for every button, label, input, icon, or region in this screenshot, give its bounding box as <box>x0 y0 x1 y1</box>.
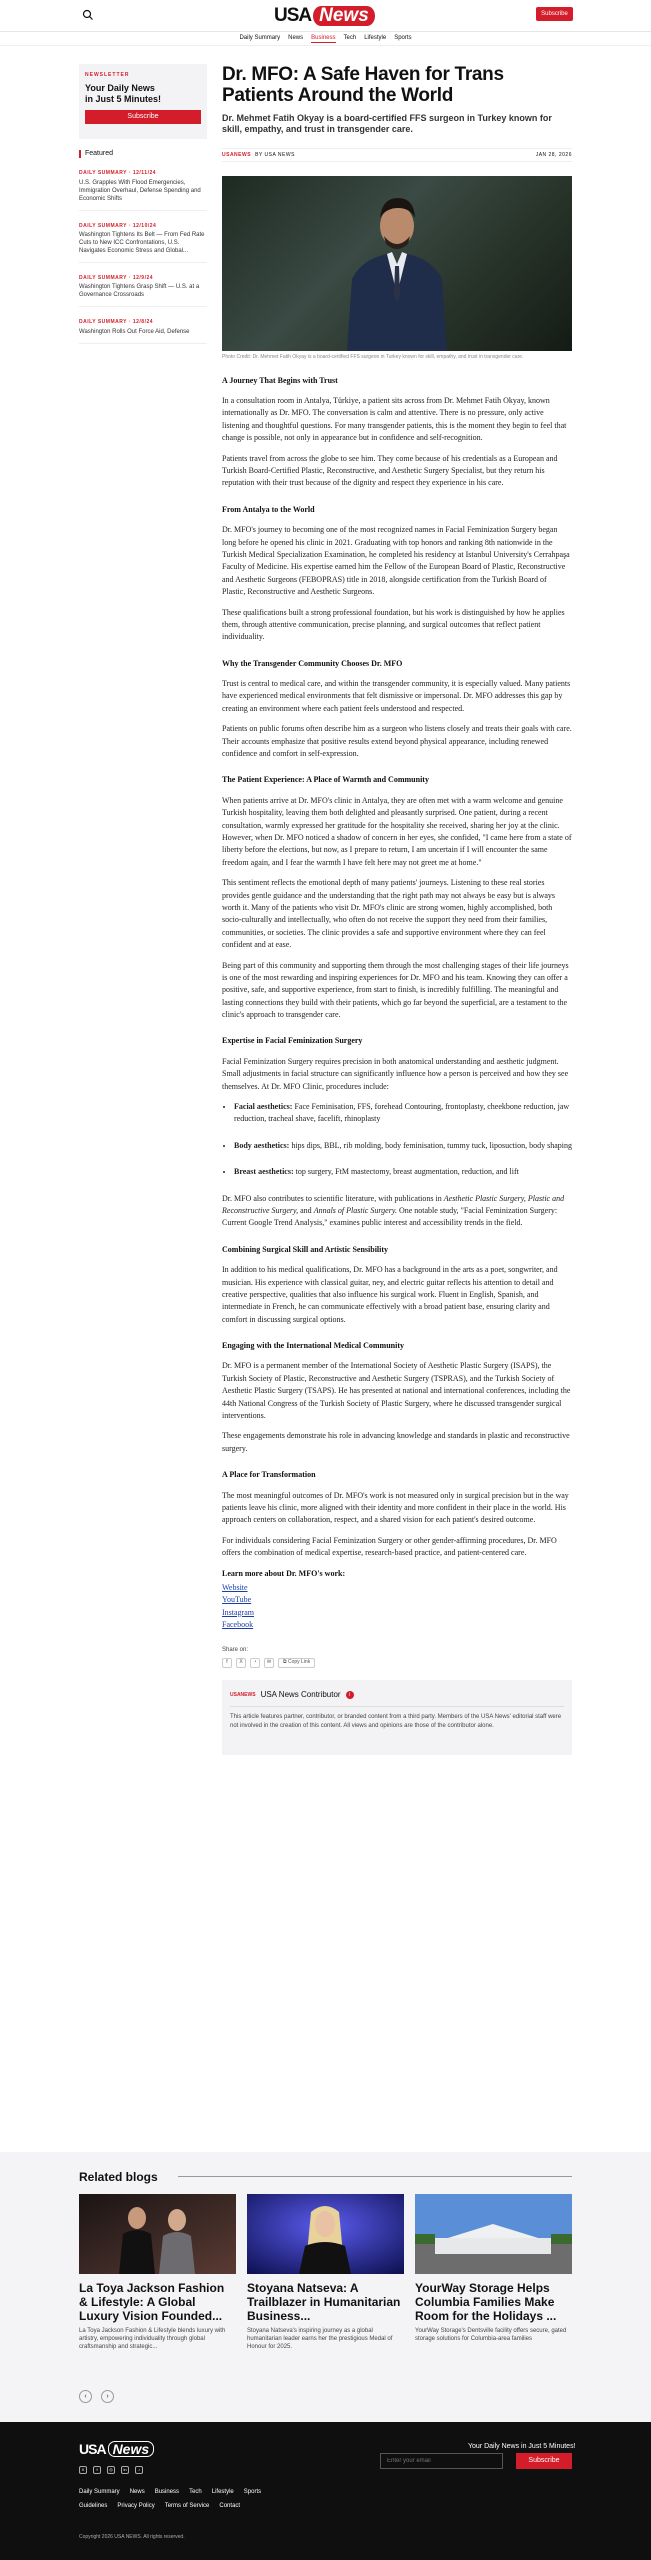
byline <box>222 148 572 162</box>
section-heading: Expertise in Facial Feminization Surgery <box>222 1036 363 1046</box>
text-run: Dr. MFO also contributes to scientific literature, with publications in <box>222 1193 444 1203</box>
contributor-logo: USANEWS <box>230 1691 256 1698</box>
footer-nav-item[interactable]: Tech <box>189 2489 202 2495</box>
journal-name: Aesthetic Plastic Surgery, Plastic and Reconstructive Surgery, <box>222 1193 565 1215</box>
whatsapp-share-icon[interactable]: ◔ <box>250 1658 260 1668</box>
footer <box>0 2422 651 2560</box>
subscribe-button[interactable]: Subscribe <box>536 7 573 21</box>
footer-legal-item[interactable]: Terms of Service <box>164 2503 210 2509</box>
list-item <box>234 1101 572 1126</box>
related-card-desc: Stoyana Natseva's inspiring journey as a global humanitarian leader earns her the prestigious Medal of Honour for 2025. <box>247 2327 393 2350</box>
paragraph: Trust is central to medical care, and within the transgender community, it is especially valued. Many patients have experienced medical environments that felt dismissive or impersonal. Dr. MFO addresses this gap by creating an environment where each patient feels understood and respected. <box>222 679 571 713</box>
byline-brand: USANEWS <box>222 151 252 158</box>
footer-logo[interactable] <box>79 2440 154 2459</box>
featured-item-title[interactable]: Washington Tightens Grasp Shift — U.S. at a Governance Crossroads <box>79 284 200 299</box>
paragraph: Dr. MFO is a permanent member of the International Society of Aesthetic Plastic Surgery (ISAPS), the Turkish Society of Plastic, Reconstructive and Aesthetic Surgery (TSPRAS), and the Turkish Society of Aesthetic Plastic Surgery (TSAPS). He has presented at national and international conferences, including the 44th National Congress of the Turkish Society of Plastic Surgery, where he discussed transgender surgical interventions. <box>222 1361 571 1421</box>
copy-link-label: Copy Link <box>287 1659 311 1666</box>
text-run: One notable study, "Facial Feminization Surgery: Current Google Trend Analysis," examines public interest and accessibility trends in the field. <box>222 1205 558 1228</box>
footer-subscribe-button[interactable]: Subscribe <box>516 2453 572 2469</box>
main-nav <box>0 32 651 46</box>
related-card-title[interactable]: YourWay Storage Helps Columbia Families Make Room for the Holidays ... <box>415 2281 557 2323</box>
related-card-title[interactable]: La Toya Jackson Fashion & Lifestyle: A Global Luxury Vision Founded... <box>79 2281 225 2323</box>
featured-item-title[interactable]: Washington Tightens Its Belt — From Fed Rate Cuts to New ICC Confrontations, U.S. Navigates Economic Stress and Global... <box>79 232 205 254</box>
related-title: Related blogs <box>79 2170 158 2184</box>
sidebar <box>79 64 207 344</box>
list-item-text: top surgery, FtM mastectomy, breast augmentation, reduction, and lift <box>293 1167 519 1177</box>
facebook-share-icon[interactable]: f <box>222 1658 232 1668</box>
featured-text: Featured <box>85 150 114 157</box>
footer-nav-item[interactable]: Sports <box>243 2489 262 2495</box>
list-item-text: hips dips, BBL, rib molding, body feminisation, tummy tuck, liposuction, body shaping <box>289 1140 572 1150</box>
related-card-image <box>247 2194 404 2274</box>
featured-item[interactable] <box>79 223 207 263</box>
footer-legal-item[interactable]: Guidelines <box>79 2503 108 2509</box>
footer-nav-item[interactable]: Daily Summary <box>79 2489 120 2495</box>
footer-nav-item[interactable]: News <box>129 2489 145 2495</box>
email-share-icon[interactable]: ✉ <box>264 1658 274 1668</box>
featured-item[interactable] <box>79 319 207 344</box>
contributor-name: USA News Contributor <box>260 1689 341 1699</box>
footer-logo-usa: USA <box>79 2441 106 2457</box>
x-icon[interactable]: X <box>79 2466 87 2474</box>
list-item <box>234 1166 572 1178</box>
related-card-image <box>415 2194 572 2274</box>
nav-tech[interactable]: Tech <box>343 35 357 42</box>
featured-item-meta: DAILY SUMMARY · 12/8/24 <box>79 319 154 326</box>
featured-item-meta: DAILY SUMMARY · 12/9/24 <box>79 274 154 281</box>
newsletter-subscribe-button[interactable]: Subscribe <box>85 110 201 124</box>
section-heading: Combining Surgical Skill and Artistic Sensibility <box>222 1244 389 1254</box>
featured-item-meta: DAILY SUMMARY · 12/11/24 <box>79 170 157 177</box>
info-icon[interactable]: i <box>346 1691 354 1699</box>
featured-label <box>79 149 207 158</box>
section-heading: Engaging with the International Medical Community <box>222 1341 405 1351</box>
social-links <box>79 2466 143 2474</box>
related-blogs <box>0 2152 651 2422</box>
copyright: Copyright 2026 USA NEWS. All rights reserved. <box>79 2534 185 2540</box>
paragraph: In a consultation room in Antalya, Türkiye, a patient sits across from Dr. Mehmet Fatih Okyay, known internationally as Dr. MFO. The conversation is calm and attentive. There is no pressure, only active listening and thoughtful questions. For many transgender patients, this is the moment they begin to feel that change is possible, not only in appearance but in confidence and self-recognition. <box>222 396 567 443</box>
paragraph: The most meaningful outcomes of Dr. MFO's work is not measured only in surgical precision but in the way patients leave his clinic, more aligned with their identity and more confident in their place in the world. His approach centers on collaboration, respect, and a shared vision for each patient's desired outcome. <box>222 1490 569 1525</box>
featured-item[interactable] <box>79 275 207 307</box>
section-heading: A Journey That Begins with Trust <box>222 375 338 385</box>
list-item-label: Body aesthetics: <box>234 1140 290 1150</box>
facebook-icon[interactable]: f <box>93 2466 101 2474</box>
nav-business[interactable]: Business <box>311 34 335 43</box>
portrait-image <box>342 184 452 351</box>
newsletter-box <box>79 64 207 139</box>
related-card-image <box>79 2194 236 2274</box>
search-icon[interactable] <box>82 9 94 21</box>
footer-nav-item[interactable]: Business <box>154 2489 180 2495</box>
contributor-box <box>222 1680 572 1755</box>
newsletter-tag: NEWSLETTER <box>85 72 130 78</box>
article-title: Dr. MFO: A Safe Haven for Trans Patients Around the World <box>222 64 504 107</box>
newsletter-heading-line-1: Your Daily News <box>85 82 155 93</box>
text-run: and <box>298 1205 314 1215</box>
nav-lifestyle[interactable]: Lifestyle <box>364 35 387 42</box>
list-item-label: Facial aesthetics: <box>234 1102 293 1112</box>
featured-marker <box>79 150 81 158</box>
next-button[interactable]: › <box>101 2390 114 2403</box>
nav-news[interactable]: News <box>288 35 304 42</box>
footer-legal-item[interactable]: Contact <box>219 2503 241 2509</box>
paragraph: Patients on public forums often describe him as a surgeon who listens closely and treats their goals with care. Their accounts emphasize that positive results extend beyond physical appearance, including renewed confidence and comfort in self-expression. <box>222 724 572 759</box>
logo-news-text: News <box>313 6 375 26</box>
section-heading: A Place for Transformation <box>222 1470 316 1480</box>
website-link[interactable]: Website <box>222 1582 248 1592</box>
section-heading: From Antalya to the World <box>222 504 315 514</box>
related-card[interactable] <box>247 2194 404 2351</box>
footer-nav <box>79 2488 261 2496</box>
list-item <box>234 1140 572 1152</box>
link-icon: ⧉ <box>283 1659 288 1666</box>
section-heading: The Patient Experience: A Place of Warmth and Community <box>222 775 429 785</box>
paragraph: These qualifications built a strong professional foundation, but his work is distinguished by how he applies them, through attentive communication, precise planning, and surgical outcomes that reflect patient individuality. <box>222 607 565 642</box>
article-dek: Dr. Mehmet Fatih Okyay is a board-certified FFS surgeon in Turkey known for skill, empathy, and trust in transgender care. <box>222 112 552 135</box>
newsletter-heading <box>85 83 201 105</box>
nav-daily-summary[interactable]: Daily Summary <box>239 35 281 42</box>
footer-legal-nav <box>79 2502 240 2510</box>
paragraph: In addition to his medical qualifications, Dr. MFO has a background in the arts as a poet, songwriter, and musician. His experience with classical guitar, ney, and electric guitar reflects his attention to detail and creative perspective, qualities that also influence his surgical work. Fluent in English, Spanish, and intermediate in French, he can communicate effectively with a broad patient base, ensuring clarity and comfort in discussing surgical options. <box>222 1265 558 1324</box>
related-card-desc: YourWay Storage's Dentsville facility offers secure, gated storage solutions for Columbia-area families <box>415 2327 567 2342</box>
footer-legal-item[interactable]: Privacy Policy <box>117 2503 155 2509</box>
site-logo[interactable] <box>274 5 375 27</box>
share-section <box>222 1646 572 1668</box>
logo-usa-text: USA <box>274 5 312 27</box>
paragraph: Patients travel from across the globe to see him. They come because of his credentials as a European and Turkish Board-Certified Plastic, Reconstructive, and Aesthetic Surgery Specialist, but they return his reputation with their trust because of the dignity and respect they experience in his care. <box>222 453 558 488</box>
article-date: JAN 28, 2026 <box>535 151 572 158</box>
byline-author[interactable]: BY USA NEWS <box>255 151 295 158</box>
paragraph: Dr. MFO's journey to becoming one of the most recognized names in Facial Feminization Surgery began long before he opened his clinic in 2021. Graduating with top honors and ranking 8th nationwide in the Turkish Medical Specialization Examination, he completed his residency at Istanbul University's Cerrahpaşa Faculty of Medicine. His expertise earned him the Fellow of the European Board of Plastic, Reconstructive and Aesthetic Surgeons (FEBOPRAS) title in 2018, alongside certification from the Turkish Board of Plastic, Reconstructive and Aesthetic Surgeons. <box>222 525 570 597</box>
paragraph: Being part of this community and supporting them through the most challenging stages of their life journeys is one of the most rewarding and inspiring experiences for Dr. MFO and his team. Knowing they can offer a positive, safe, and supportive experience, from start to finish, is incredibly fulfilling. The meaningful and lasting connections they build with their patients, which go far beyond the superficial, are a testament to the clinic's approach to transgender care. <box>222 960 569 1020</box>
article <box>222 64 572 1755</box>
related-divider <box>178 2176 572 2177</box>
list-item-label: Breast aesthetics: <box>234 1167 294 1177</box>
nav-sports[interactable]: Sports <box>394 35 412 42</box>
article-body <box>222 375 572 1632</box>
share-label: Share on: <box>222 1646 249 1653</box>
paragraph: Facial Feminization Surgery requires precision in both anatomical understanding and aesthetic judgment. Small adjustments in facial structure can significantly influence how a person is perceived and how they see themselves. At Dr. MFO Clinic, procedures include: <box>222 1056 569 1091</box>
email-input[interactable] <box>380 2453 503 2469</box>
featured-item[interactable] <box>79 170 207 210</box>
copy-link-button[interactable] <box>278 1658 315 1668</box>
related-card[interactable] <box>79 2194 236 2351</box>
footer-nav-item[interactable]: Lifestyle <box>211 2489 234 2495</box>
linkedin-icon[interactable]: in <box>121 2466 129 2474</box>
paragraph: These engagements demonstrate his role in advancing knowledge and standards in plastic and reconstructive surgery. <box>222 1431 570 1453</box>
paragraph: For individuals considering Facial Feminization Surgery or other gender-affirming procedures, Dr. MFO offers the combination of medical expertise, research-based practice, and patient-centered care. <box>222 1535 557 1558</box>
contributor-disclaimer: This article features partner, contributor, or branded content from a third party. Members of the USA News' editorial staff were not involved in the creation of this content. All views and opinions are those of the contributor alone. <box>230 1714 562 1729</box>
instagram-icon[interactable]: ◎ <box>107 2466 115 2474</box>
top-bar <box>0 0 651 32</box>
related-card-title[interactable]: Stoyana Natseva: A Trailblazer in Humanitarian Business... <box>247 2281 401 2323</box>
learn-more-links <box>222 1582 572 1632</box>
list-item-text: Face Feminisation, FFS, forehead Contouring, frontoplasty, cheekbone reduction, jaw reduction, tracheal shave, facelift, rhinoplasty <box>234 1102 570 1124</box>
procedures-list <box>234 1101 572 1179</box>
featured-item-title[interactable]: U.S. Grapples With Flood Emergencies, Immigration Overhaul, Defense Spending and Economic Shifts <box>79 180 201 202</box>
facebook-link[interactable]: Facebook <box>222 1620 254 1630</box>
journal-name: Annals of Plastic Surgery. <box>313 1205 397 1215</box>
featured-item-meta: DAILY SUMMARY · 12/10/24 <box>79 222 157 229</box>
related-card[interactable] <box>415 2194 572 2343</box>
featured-item-title[interactable]: Washington Rolls Out Force Aid, Defense <box>79 328 190 335</box>
instagram-link[interactable]: Instagram <box>222 1607 254 1617</box>
paragraph <box>222 1193 572 1230</box>
x-share-icon[interactable]: X <box>236 1658 246 1668</box>
paragraph: When patients arrive at Dr. MFO's clinic in Antalya, they are often met with a warm welcome and genuine Turkish hospitality, leaving them both delighted and pleasantly surprised. One patient, during a recent consultation, warmly expressed her gratitude for the hospitality she received, sharing her joy at the clinic. However, when Dr. MFO noticed a shadow of concern in her eyes, she confided, "I came here from a state of liberty before the elections, but now, as I prepare to return, I am uncertain if I will encounter the same freedom again, and I fear the warmth I have felt here may not greet me at home." <box>222 795 572 867</box>
section-heading: Why the Transgender Community Chooses Dr. MFO <box>222 658 403 668</box>
hero-caption: Photo Credit: Dr. Mehmet Fatih Okyay is a board-certified FFS surgeon in Turkey known for skill, empathy, and trust in transgender care. <box>222 353 524 360</box>
paragraph: This sentiment reflects the emotional depth of many patients' journeys. Listening to these real stories provides gentle guidance and the understanding that the right path may not always be easy but is always worth it. Many of the patients who visit Dr. MFO's clinic are strong women, highly accomplished, both socio-culturally and intellectually, who often do not receive the support they need from their families, communities, or societies. The clinic provides a safe and supportive environment where they can feel confident and at ease. <box>222 878 556 950</box>
newsletter-heading-line-2: in Just 5 Minutes! <box>85 93 162 104</box>
youtube-link[interactable]: YouTube <box>222 1595 252 1605</box>
footer-logo-news: News <box>108 2441 155 2457</box>
related-card-desc: La Toya Jackson Fashion & Lifestyle blends luxury with artistry, empowering individuality through global craftsmanship and strategic... <box>79 2327 226 2350</box>
prev-button[interactable]: ‹ <box>79 2390 92 2403</box>
hero-image <box>222 176 572 351</box>
learn-more-heading: Learn more about Dr. MFO's work: <box>222 1568 346 1578</box>
tiktok-icon[interactable]: ♪ <box>135 2466 143 2474</box>
footer-newsletter-text: Your Daily News in Just 5 Minutes! <box>468 2443 576 2450</box>
